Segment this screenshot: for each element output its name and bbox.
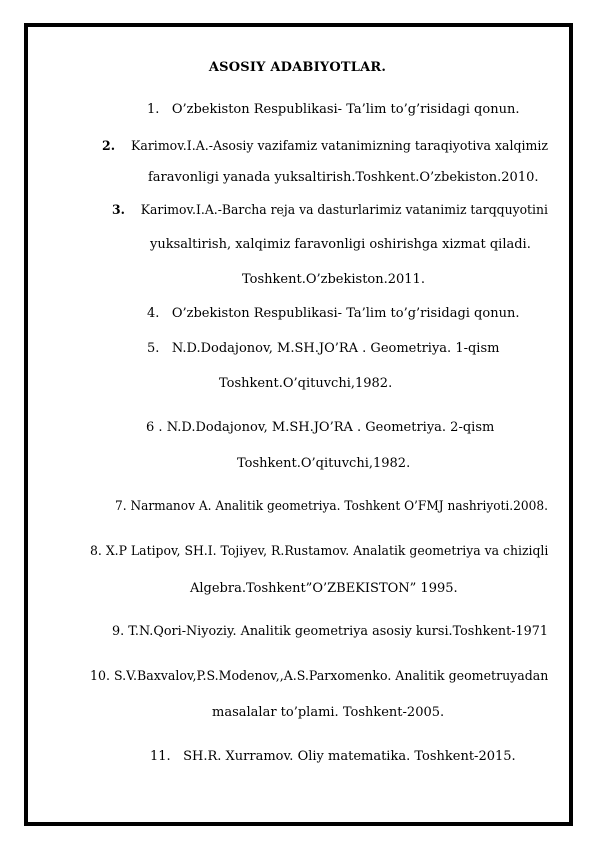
reference-item-9 <box>112 624 548 640</box>
reference-text: SH.R. Xurramov. Oliy matematika. Toshkent-2015. <box>183 749 516 764</box>
reference-number: 1. <box>147 102 160 117</box>
reference-continuation: Toshkent.O’qituvchi,1982. <box>237 456 411 471</box>
reference-item-3 <box>112 203 548 219</box>
reference-number: 10. <box>90 669 110 684</box>
reference-item-11 <box>150 749 516 765</box>
reference-text: S.V.Baxvalov,P.S.Modenov,,A.S.Parxomenko. Analitik geometruyadan <box>113 669 549 684</box>
reference-text: O’zbekiston Respublikasi- Ta’lim to’g’risidagi qonun. <box>171 306 520 321</box>
reference-continuation: yuksaltirish, xalqimiz faravonligi oshirishga xizmat qiladi. <box>150 237 531 252</box>
reference-text: N.D.Dodajonov, M.SH.JO’RA . Geometriya. 2-qism <box>166 420 495 435</box>
reference-text: Karimov.I.A.-Barcha reja va dasturlarimiz vatanimiz tarqquyotini <box>140 203 548 218</box>
reference-item-5 <box>147 341 499 357</box>
reference-text: Narmanov A. Analitik geometriya. Toshkent O’FMJ nashriyoti.2008. <box>130 499 548 514</box>
reference-number: 8. <box>90 544 102 559</box>
reference-item-1 <box>147 102 519 118</box>
reference-text: O’zbekiston Respublikasi- Ta’lim to’g’risidagi qonun. <box>171 102 520 117</box>
reference-item-7 <box>115 499 548 515</box>
reference-item-2 <box>102 139 548 155</box>
reference-number: 2. <box>102 139 116 154</box>
reference-item-8 <box>90 544 548 560</box>
page-title: ASOSIY ADABIYOTLAR. <box>208 60 387 75</box>
reference-continuation: masalalar to’plami. Toshkent-2005. <box>212 705 445 720</box>
reference-number: 6 . <box>146 420 163 435</box>
reference-item-6 <box>146 420 494 436</box>
reference-text: X.P Latipov, SH.I. Tojiyev, R.Rustamov. Analatik geometriya va chiziqli <box>105 544 549 559</box>
reference-continuation: Toshkent.O’zbekiston.2011. <box>242 272 425 287</box>
reference-number: 3. <box>112 203 125 218</box>
reference-continuation: faravonligi yanada yuksaltirish.Toshkent.O’zbekiston.2010. <box>148 170 539 185</box>
reference-number: 9. <box>112 624 125 639</box>
reference-text: N.D.Dodajonov, M.SH.JO’RA . Geometriya. 1-qism <box>171 341 500 356</box>
reference-number: 4. <box>147 306 160 321</box>
reference-number: 7. <box>115 499 127 514</box>
reference-item-4 <box>147 306 519 322</box>
reference-item-10 <box>90 669 548 685</box>
reference-text: T.N.Qori-Niyoziy. Analitik geometriya asosiy kursi.Toshkent-1971 <box>128 624 549 639</box>
reference-continuation: Algebra.Toshkent”O’ZBEKISTON” 1995. <box>190 581 458 596</box>
reference-number: 5. <box>147 341 160 356</box>
reference-text: Karimov.I.A.-Asosiy vazifamiz vatanimizning taraqiyotiva xalqimiz <box>131 139 548 154</box>
reference-number: 11. <box>150 749 171 764</box>
reference-continuation: Toshkent.O’qituvchi,1982. <box>219 376 393 391</box>
